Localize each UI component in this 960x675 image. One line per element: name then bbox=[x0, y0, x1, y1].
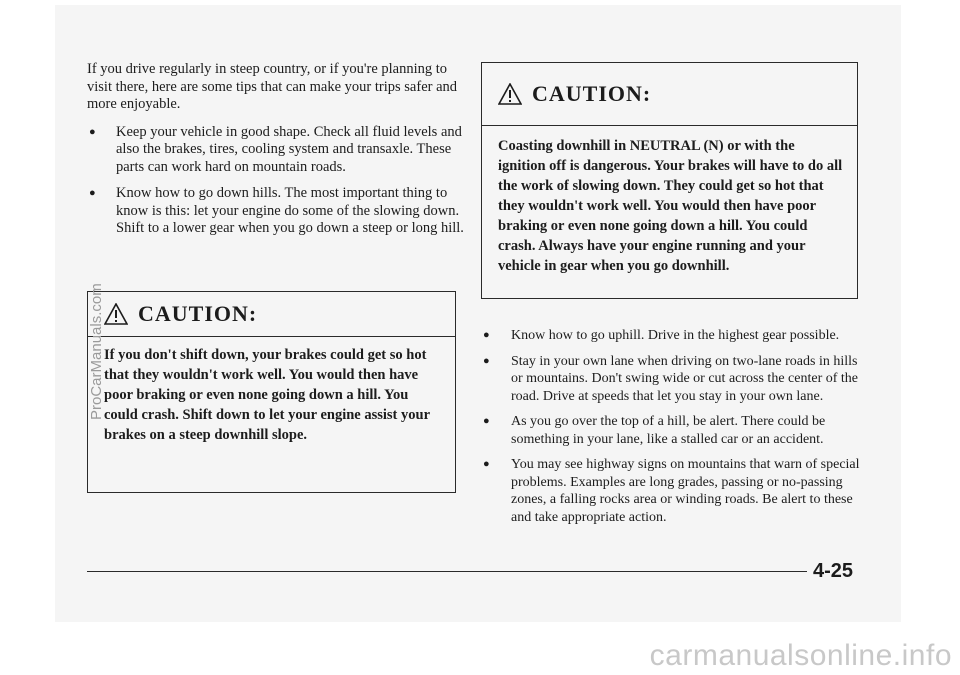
bottom-watermark: carmanualsonline.info bbox=[649, 639, 952, 672]
bullet-icon: ● bbox=[89, 125, 96, 138]
warning-triangle-icon bbox=[498, 83, 522, 105]
right-column bbox=[481, 317, 871, 534]
list-item bbox=[481, 456, 871, 526]
warning-triangle-icon bbox=[104, 303, 128, 325]
bullet-icon: ● bbox=[89, 187, 96, 199]
right-bullet-list bbox=[481, 327, 871, 526]
list-item bbox=[481, 353, 871, 406]
left-column bbox=[87, 61, 467, 247]
caution-title: CAUTION: bbox=[532, 81, 652, 106]
list-item bbox=[87, 124, 467, 177]
caution-text: Coasting downhill in NEUTRAL (N) or with the ignition off is dangerous. Your brakes will have to do all the work of slowing down. They could get so hot that they wouldn't work well. You would then have poor braking or even none going down a hill. You could crash. Always have your engine running and your vehicle in gear when you go downhill. bbox=[498, 138, 843, 274]
list-item-text: As you go over the top of a hill, be alert. There could be something in your lane, like a stalled car or an accident. bbox=[511, 414, 826, 447]
footer-rule bbox=[87, 571, 807, 572]
side-watermark: ProCarManuals.com bbox=[88, 283, 105, 420]
list-item-text: Know how to go down hills. The most important thing to know is this: let your engine do some of the slowing down. Shift to a lower gear when you go down a steep or long hill. bbox=[116, 185, 464, 236]
intro-paragraph: If you drive regularly in steep country, or if you're planning to visit there, here are some tips that can make your trips safer and more enjoyable. bbox=[87, 61, 458, 112]
bullet-icon: ● bbox=[483, 415, 490, 427]
caution-header bbox=[88, 292, 455, 337]
list-item bbox=[481, 413, 871, 448]
bullet-icon: ● bbox=[483, 354, 490, 367]
list-item-text: Know how to go uphill. Drive in the highest gear possible. bbox=[511, 328, 840, 343]
caution-header bbox=[482, 63, 857, 126]
list-item bbox=[481, 327, 871, 345]
caution-box-right bbox=[481, 62, 858, 299]
list-item-text: Keep your vehicle in good shape. Check all fluid levels and also the brakes, tires, cooling system and transaxle. These parts can work hard on mountain roads. bbox=[116, 123, 462, 175]
left-bullet-list bbox=[87, 124, 467, 238]
list-item bbox=[87, 185, 467, 238]
caution-title: CAUTION: bbox=[138, 301, 258, 326]
bullet-icon: ● bbox=[483, 458, 490, 470]
page-number: 4-25 bbox=[813, 560, 854, 582]
caution-box-left bbox=[87, 291, 456, 493]
list-item-text: You may see highway signs on mountains that warn of special problems. Examples are long grades, passing or no-passing zones, a falling rocks area or winding roads. Be alert to these and take appropriate action. bbox=[511, 457, 860, 525]
list-item-text: Stay in your own lane when driving on two-lane roads in hills or mountains. Don't swing wide or cut across the center of the road. Drive at speeds that let you stay in your own lane. bbox=[511, 353, 858, 404]
manual-page bbox=[55, 5, 901, 622]
bullet-icon: ● bbox=[483, 329, 490, 341]
caution-text: If you don't shift down, your brakes could get so hot that they wouldn't work well. You would then have poor braking or even none going down a hill. You could crash. Shift down to let your engine assist your brakes on a steep downhill slope. bbox=[104, 347, 430, 443]
